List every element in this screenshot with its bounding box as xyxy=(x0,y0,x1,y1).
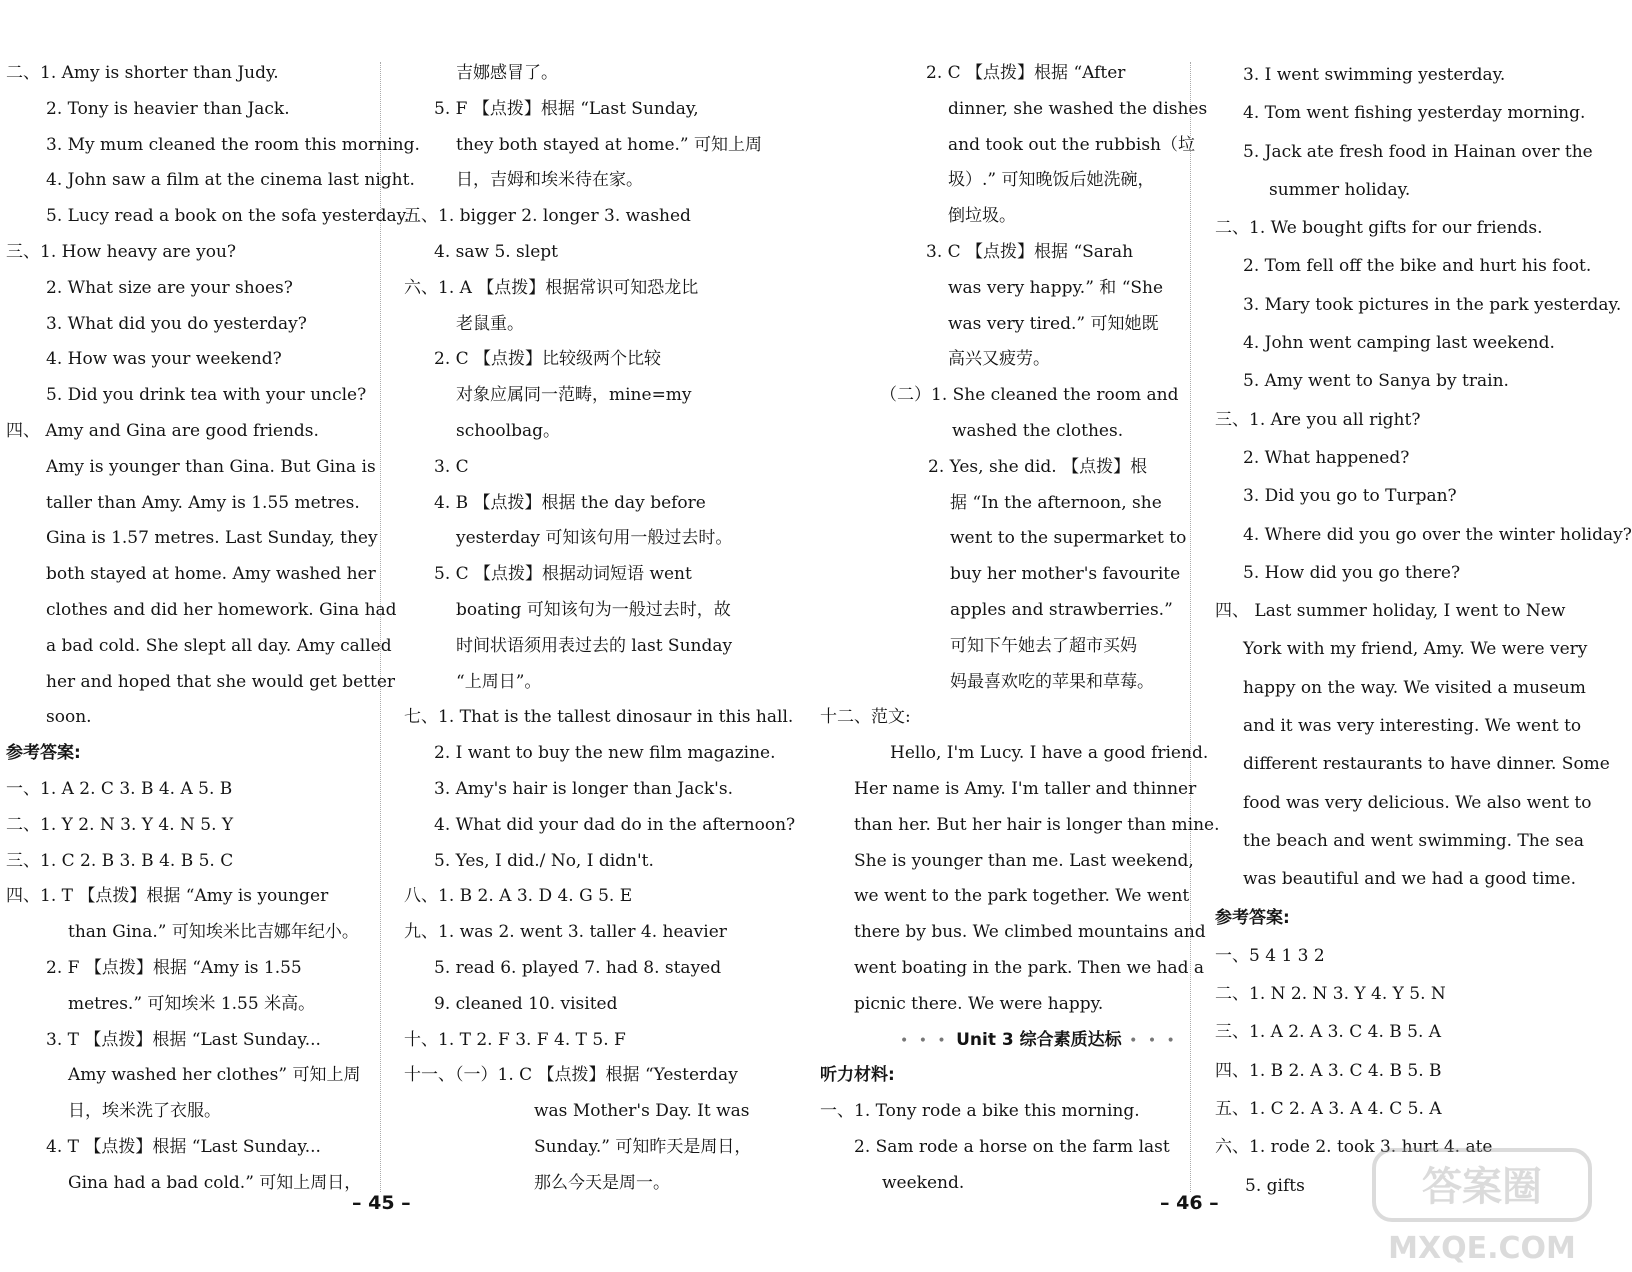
answer-line: 4. John went camping last weekend. xyxy=(1243,333,1555,354)
answer-line: was Mother's Day. It was xyxy=(534,1101,750,1122)
answer-line: apples and strawberries.” xyxy=(950,599,1173,620)
answer-line: and it was very interesting. We went to xyxy=(1243,716,1582,737)
answer-line: different restaurants to have dinner. Some xyxy=(1243,754,1610,775)
answer-line: 可知下午她去了超市买妈 xyxy=(950,635,1137,656)
answer-line: 3. Mary took pictures in the park yesterday. xyxy=(1243,294,1622,315)
answer-line: 2. Sam rode a horse on the farm last xyxy=(854,1136,1170,1157)
answer-line: 3. C xyxy=(434,456,469,477)
answer-line: 4. John saw a film at the cinema last night. xyxy=(46,170,415,191)
answer-line: Gina is 1.57 metres. Last Sunday, they xyxy=(46,528,378,549)
answer-column-1 xyxy=(6,56,420,1202)
answer-line: 听力材料: xyxy=(820,1065,895,1086)
answer-line: 妈最喜欢吃的苹果和草莓。 xyxy=(950,671,1154,692)
answer-line: Hello, I'm Lucy. I have a good friend. xyxy=(890,743,1209,764)
answer-line: was beautiful and we had a good time. xyxy=(1243,869,1576,890)
answer-line: and took out the rubbish（垃 xyxy=(948,134,1195,155)
answer-line: 十一、（一）1. C 【点拨】根据 “Yesterday xyxy=(404,1065,738,1086)
answer-line: 三、1. Are you all right? xyxy=(1215,409,1421,430)
answer-line: 五、1. bigger 2. longer 3. washed xyxy=(404,206,691,227)
answer-line: than her. But her hair is longer than mine. xyxy=(854,814,1220,835)
answer-line: was very tired.” 可知她既 xyxy=(948,313,1159,334)
answer-line: 5. read 6. played 7. had 8. stayed xyxy=(434,957,722,978)
answer-line: 5. F 【点拨】根据 “Last Sunday, xyxy=(434,98,699,119)
answer-line: 四、1. T 【点拨】根据 “Amy is younger xyxy=(6,886,329,907)
page-number-left: – 45 – xyxy=(352,1192,411,1214)
answer-line: 吉娜感冒了。 xyxy=(456,63,558,83)
answer-line: we went to the park together. We went xyxy=(854,886,1190,907)
answer-line: 四、 Last summer holiday, I went to New xyxy=(1215,601,1566,622)
answer-line: 参考答案: xyxy=(6,743,81,764)
answer-line: the beach and went swimming. The sea xyxy=(1243,830,1585,851)
answer-column-3 xyxy=(820,56,1220,1202)
answer-line: 3. C 【点拨】根据 “Sarah xyxy=(926,241,1134,262)
answer-line: 9. cleaned 10. visited xyxy=(434,993,618,1014)
answer-line: 三、1. A 2. A 3. C 4. B 5. A xyxy=(1215,1022,1442,1043)
decorative-dots-right: • • • xyxy=(1121,1032,1178,1049)
watermark-line1: 答案圈 xyxy=(1422,1164,1542,1210)
answer-line: yesterday 可知该句用一般过去时。 xyxy=(456,528,733,549)
answer-line: 4. How was your weekend? xyxy=(46,349,282,370)
answer-line: 圾）.” 可知晚饭后她洗碗， xyxy=(948,170,1155,191)
answer-line: a bad cold. She slept all day. Amy called xyxy=(46,635,392,656)
answer-line: 那么今天是周一。 xyxy=(534,1172,670,1193)
answer-line: happy on the way. We visited a museum xyxy=(1243,677,1586,698)
answer-line: there by bus. We climbed mountains and xyxy=(854,922,1206,943)
answer-line: schoolbag。 xyxy=(456,420,561,441)
answer-line: 二、1. Y 2. N 3. Y 4. N 5. Y xyxy=(6,814,234,835)
answer-line: “上周日”。 xyxy=(456,671,542,692)
answer-line: 3. I went swimming yesterday. xyxy=(1243,65,1506,85)
answer-line: 2. Tom fell off the bike and hurt his foot. xyxy=(1243,256,1592,277)
answer-line: Her name is Amy. I'm taller and thinner xyxy=(854,778,1197,799)
answer-column-2 xyxy=(404,56,796,1202)
answer-line: 4. saw 5. slept xyxy=(434,241,558,262)
answer-line: soon. xyxy=(46,707,92,728)
answer-line: 日，吉姆和埃米待在家。 xyxy=(456,170,643,191)
answer-line: buy her mother's favourite xyxy=(950,564,1181,585)
answer-line: 2. F 【点拨】根据 “Amy is 1.55 xyxy=(46,957,302,978)
answer-line: 一、5 4 1 3 2 xyxy=(1215,945,1325,966)
answer-line: metres.” 可知埃米 1.55 米高。 xyxy=(68,993,316,1014)
answer-line: 日，埃米洗了衣服。 xyxy=(68,1101,221,1122)
answer-line: 5. How did you go there? xyxy=(1243,562,1461,583)
answer-line: 2. What size are your shoes? xyxy=(46,277,293,298)
answer-line: 二、1. We bought gifts for our friends. xyxy=(1215,218,1543,239)
answer-line: 5. Amy went to Sanya by train. xyxy=(1243,371,1509,392)
unit-title: Unit 3 综合素质达标 xyxy=(956,1029,1122,1050)
answer-line: picnic there. We were happy. xyxy=(854,993,1104,1014)
answer-line: 五、1. C 2. A 3. A 4. C 5. A xyxy=(1215,1099,1442,1120)
answer-line: Amy washed her clothes” 可知上周 xyxy=(68,1065,361,1086)
answer-line: 4. T 【点拨】根据 “Last Sunday... xyxy=(46,1136,321,1157)
answer-line: 2. C 【点拨】根据 “After xyxy=(926,63,1126,83)
answer-line: 2. Tony is heavier than Jack. xyxy=(46,98,290,119)
answer-line: taller than Amy. Amy is 1.55 metres. xyxy=(46,492,360,513)
answer-line: 一、1. Tony rode a bike this morning. xyxy=(820,1101,1140,1122)
answer-line: 3. My mum cleaned the room this morning. xyxy=(46,134,420,155)
answer-line: dinner, she washed the dishes xyxy=(948,98,1208,119)
answer-line: 5. Did you drink tea with your uncle? xyxy=(46,385,367,406)
answer-line: 六、1. rode 2. took 3. hurt 4. ate xyxy=(1215,1137,1493,1158)
answer-line: 5. Yes, I did./ No, I didn't. xyxy=(434,850,654,871)
answer-line: summer holiday. xyxy=(1269,179,1411,200)
answer-line: weekend. xyxy=(882,1172,965,1193)
page-number-right: – 46 – xyxy=(1160,1192,1219,1214)
answer-line: went boating in the park. Then we had a xyxy=(854,957,1205,978)
answer-line: 二、1. Amy is shorter than Judy. xyxy=(6,63,279,83)
answer-line: 3. T 【点拨】根据 “Last Sunday... xyxy=(46,1029,321,1050)
answer-line: 二、1. N 2. N 3. Y 4. Y 5. N xyxy=(1215,984,1446,1005)
answer-line: both stayed at home. Amy washed her xyxy=(46,564,376,585)
answer-line: 老鼠重。 xyxy=(456,313,524,334)
watermark-line2: MXQE.COM xyxy=(1388,1231,1576,1266)
answer-line: 对象应属同一范畴，mine=my xyxy=(456,385,692,406)
answer-line: 5. Lucy read a book on the sofa yesterday. xyxy=(46,206,410,227)
answer-line: 2. Yes, she did. 【点拨】根 xyxy=(928,456,1148,477)
answer-line: 3. What did you do yesterday? xyxy=(46,313,307,334)
answer-line: 倒垃圾。 xyxy=(948,206,1016,227)
answer-line: 三、1. How heavy are you? xyxy=(6,241,237,262)
answer-line: they both stayed at home.” 可知上周 xyxy=(456,134,763,155)
watermark-logo xyxy=(1368,1140,1596,1268)
answer-line: food was very delicious. We also went to xyxy=(1243,792,1592,813)
answer-line: 5. C 【点拨】根据动词短语 went xyxy=(434,564,692,585)
answer-line: 2. C 【点拨】比较级两个比较 xyxy=(434,349,662,370)
answer-line: 七、1. That is the tallest dinosaur in this hall. xyxy=(404,707,794,728)
answer-line: 一、1. A 2. C 3. B 4. A 5. B xyxy=(6,778,233,799)
answer-line: 4. B 【点拨】根据 the day before xyxy=(434,492,706,513)
answer-line: washed the clothes. xyxy=(952,420,1124,441)
answer-line: 3. Amy's hair is longer than Jack's. xyxy=(434,778,733,799)
answer-line: 参考答案: xyxy=(1215,907,1290,928)
answer-line: 4. What did your dad do in the afternoon? xyxy=(434,814,796,835)
answer-line: 三、1. C 2. B 3. B 4. B 5. C xyxy=(6,850,234,871)
answer-line: boating 可知该句为一般过去时，故 xyxy=(456,599,731,620)
answer-line: 据 “In the afternoon, she xyxy=(950,492,1162,513)
answer-line: 六、1. A 【点拨】根据常识可知恐龙比 xyxy=(404,277,699,298)
answer-line: York with my friend, Amy. We were very xyxy=(1243,639,1588,660)
answer-line: 八、1. B 2. A 3. D 4. G 5. E xyxy=(404,886,633,907)
answer-line: 十、1. T 2. F 3. F 4. T 5. F xyxy=(404,1029,626,1050)
answer-line: clothes and did her homework. Gina had xyxy=(46,599,397,620)
decorative-dots-left: • • • xyxy=(900,1032,957,1049)
answer-line: 四、 Amy and Gina are good friends. xyxy=(6,420,319,441)
answer-line: 5. Jack ate fresh food in Hainan over the xyxy=(1243,141,1593,162)
answer-line: 十二、范文: xyxy=(820,707,911,728)
answer-line: 4. Where did you go over the winter holiday? xyxy=(1243,524,1632,545)
answer-line: Amy is younger than Gina. But Gina is xyxy=(46,456,376,477)
answer-line: 2. I want to buy the new film magazine. xyxy=(434,743,776,764)
answer-line: Gina had a bad cold.” 可知上周日， xyxy=(68,1172,362,1193)
answer-column-4 xyxy=(1215,56,1632,1205)
answer-line: 3. Did you go to Turpan? xyxy=(1243,486,1457,507)
answer-line: （二）1. She cleaned the room and xyxy=(880,385,1179,406)
answer-line: was very happy.” 和 “She xyxy=(948,277,1164,298)
answer-line: her and hoped that she would get better xyxy=(46,671,396,692)
answer-line: 时间状语须用表过去的 last Sunday xyxy=(456,635,733,656)
answer-line: 4. Tom went fishing yesterday morning. xyxy=(1243,103,1586,124)
answer-line: than Gina.” 可知埃米比吉娜年纪小。 xyxy=(68,922,359,943)
answer-line xyxy=(820,1023,1192,1059)
answer-line: 四、1. B 2. A 3. C 4. B 5. B xyxy=(1215,1060,1442,1081)
answer-line: 5. gifts xyxy=(1245,1175,1305,1196)
answer-line: went to the supermarket to xyxy=(950,528,1187,549)
answer-line: 九、1. was 2. went 3. taller 4. heavier xyxy=(404,922,727,943)
answer-line: 2. What happened? xyxy=(1243,447,1410,468)
answer-line: Sunday.” 可知昨天是周日， xyxy=(534,1136,752,1157)
answer-line: She is younger than me. Last weekend, xyxy=(854,850,1194,871)
answer-line: 高兴又疲劳。 xyxy=(948,349,1050,370)
